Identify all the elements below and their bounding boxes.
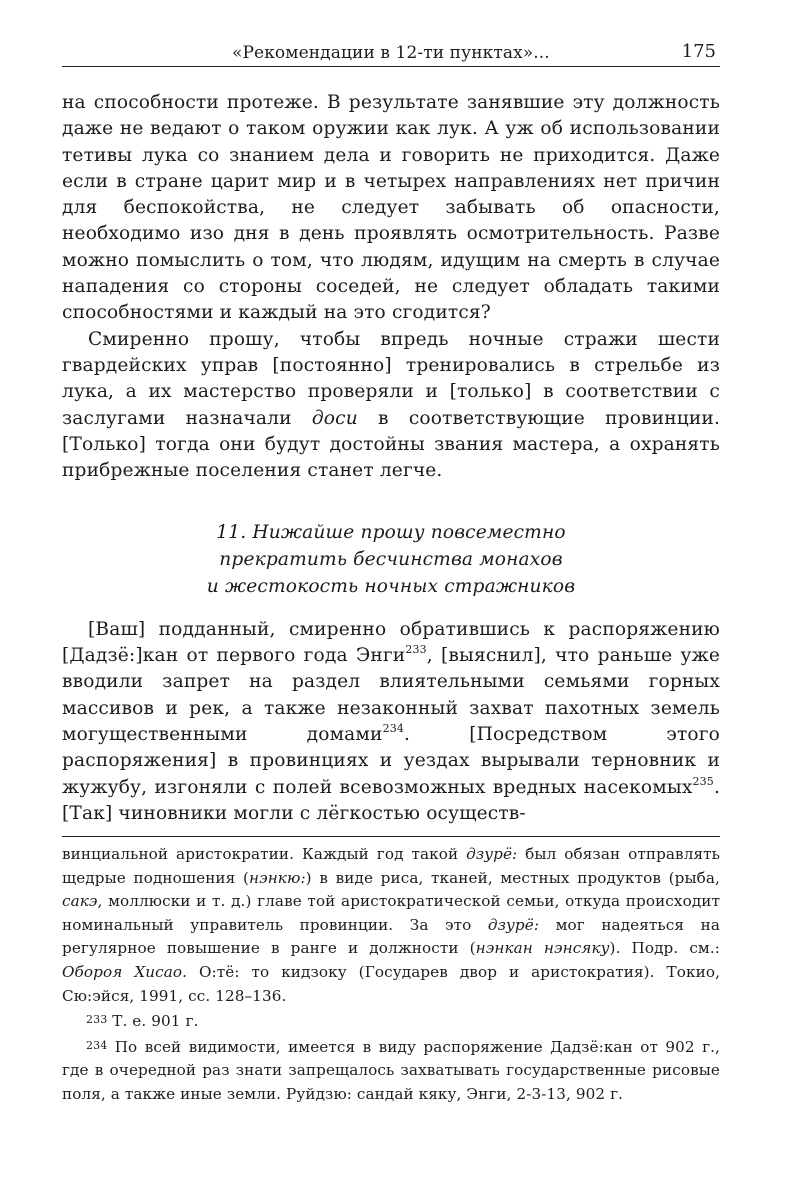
paragraph-2-text-b: в соответствующие провинции. [Только] тогда они будут достойны звания мастера, а охранять прибрежные поселения станет легче.: [62, 407, 721, 482]
running-head: [62, 40, 720, 67]
footnotes: [62, 843, 720, 1107]
paragraph-3: [62, 617, 720, 827]
footnote-234-number: 234: [86, 1038, 108, 1052]
footnote-233-number: 233: [86, 1013, 108, 1027]
footnote-ref-235: 235: [692, 774, 714, 788]
footnote-cont-author: Обороя Хисао.: [62, 962, 188, 981]
paragraph-2: [62, 327, 720, 485]
paragraph-3-text-a: [Ваш] подданный, смиренно обратившись к распоряжению [Дадзё:]кан от первого года Энги: [62, 618, 720, 667]
footnote-continuation: [62, 843, 720, 1008]
footnote-233-text: Т. е. 901 г.: [107, 1012, 199, 1031]
paragraph-2-text-a: Смиренно прошу, чтобы впредь ночные стражи шести гвардейских управ [постоянно] тренировались в стрельбе из лука, а их мастерство проверяли и [только] в соответствии с заслугами назначали: [62, 328, 720, 429]
footnote-cont-term-5: нэнкан нэнсяку: [475, 939, 610, 958]
footnote-cont-text-e: мог надеяться на регулярное повышение в ранге и должности (: [62, 915, 720, 958]
section-heading-line-3: и жестокость ночных стражников: [206, 576, 576, 598]
paragraph-3-text-c: . [Посредством этого распоряжения] в провинциях и уездах вырывали терновник и жужубу, изгоняли с полей всевозможных вредных насекомых: [62, 724, 720, 798]
footnote-cont-term-2: нэнкю:: [248, 868, 306, 887]
paragraph-1: на способности протеже. В результате занявшие эту должность даже не ведают о таком оружии как лук. А уж об использовании тетивы лука со знанием дела и говорить не приходится. Даже если в стране царит мир и в четырех направлениях нет причин для беспокойства, не следует забывать об опасности, необходимо изо дня в день проявлять осмотрительность. Разве можно помыслить о том, что людям, идущим на смерть в случае нападения со стороны соседей, не следует обладать такими способностями и каждый на это сгодится?: [62, 92, 720, 324]
section-heading-line-2: прекратить бесчинства монахов: [219, 549, 563, 571]
footnote-cont-term-1: дзурё:: [466, 845, 518, 863]
footnote-cont-text-a: винциальной аристократии. Каждый год такой: [62, 845, 467, 863]
footnote-cont-text-g: О:тё: то кидзоку (Государев двор и аристократия). Токио, Сю:эйся, 1991, сс. 128–136.: [62, 962, 720, 1005]
paragraph-3-text-b: , [выяснил], что раньше уже вводили запрет на раздел влиятельными семьями горных массивов и рек, а также незаконный захват пахотных земель могущественными домами: [62, 645, 720, 746]
footnote-234: [62, 1034, 720, 1107]
page-number: 175: [681, 41, 716, 62]
main-text: [62, 90, 720, 827]
footnote-cont-text-d: , моллюски и т. д.) главе той аристократической семьи, откуда происходит номинальный управитель провинции. За это: [62, 892, 720, 934]
footnote-cont-text-c: ) в виде риса, тканей, местных продуктов (рыба,: [305, 868, 720, 887]
section-heading-line-1: 11. Нижайше прошу повсеместно: [216, 522, 566, 544]
footnote-234-text: По всей видимости, имеется в виду распоряжение Дадзё:кан от 902 г., где в очередной раз знати запрещалось захватывать государственные рисовые поля, а также иные земли. Руйдзю: сандай кяку, Энги, 2-3-13, 902 г.: [62, 1037, 720, 1103]
footnote-233: [62, 1008, 720, 1034]
paragraph-3-text-d: . [Так] чиновники могли с лёгкостью осуществ-: [62, 776, 720, 824]
footnote-divider: [62, 836, 720, 837]
footnote-ref-234: 234: [382, 722, 405, 736]
section-heading: [62, 520, 720, 600]
footnote-ref-233: 233: [405, 643, 427, 657]
footnote-cont-text-b: был обязан отправлять щедрые подношения (: [62, 845, 720, 887]
footnote-cont-term-3: сакэ: [62, 892, 98, 911]
running-head-title: «Рекомендации в 12-ти пунктах»...: [232, 43, 550, 63]
paragraph-2-term: доси: [311, 407, 358, 429]
footnote-cont-text-f: ). Подр. см.:: [609, 939, 720, 958]
footnote-cont-term-4: дзурё:: [487, 915, 540, 934]
